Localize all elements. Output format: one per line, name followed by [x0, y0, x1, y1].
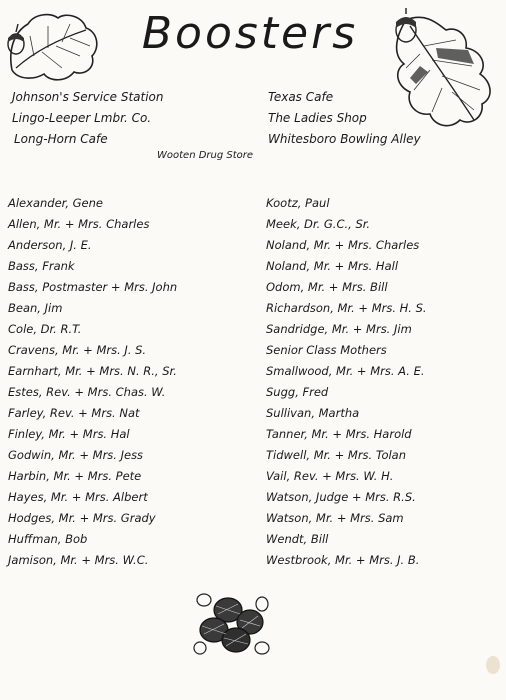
business-name: Texas Cafe	[268, 90, 334, 104]
list-item: Odom, Mr. + Mrs. Bill	[266, 280, 388, 294]
list-item: Allen, Mr. + Mrs. Charles	[8, 217, 150, 231]
list-item: Bass, Frank	[8, 259, 75, 273]
business-name: The Ladies Shop	[268, 111, 367, 125]
list-item: Sullivan, Martha	[266, 406, 360, 420]
list-item: Tidwell, Mr. + Mrs. Tolan	[266, 448, 407, 462]
list-item: Anderson, J. E.	[8, 238, 92, 252]
oak-leaf-left-icon	[4, 10, 104, 86]
list-item: Bean, Jim	[8, 301, 63, 315]
business-name: Lingo-Leeper Lmbr. Co.	[12, 111, 152, 125]
list-item: Meek, Dr. G.C., Sr.	[266, 217, 371, 231]
business-name: Long-Horn Cafe	[14, 132, 108, 146]
acorn-cluster-icon	[192, 590, 272, 658]
list-item: Vail, Rev. + Mrs. W. H.	[266, 469, 394, 483]
oak-leaf-right-icon	[376, 6, 500, 134]
list-item: Kootz, Paul	[266, 196, 330, 210]
list-item: Cole, Dr. R.T.	[8, 322, 82, 336]
list-item: Sugg, Fred	[266, 385, 329, 399]
list-item: Earnhart, Mr. + Mrs. N. R., Sr.	[8, 364, 177, 378]
business-name: Johnson's Service Station	[12, 90, 164, 104]
list-item: Noland, Mr. + Mrs. Charles	[266, 238, 420, 252]
list-item: Tanner, Mr. + Mrs. Harold	[266, 427, 412, 441]
list-item: Harbin, Mr. + Mrs. Pete	[8, 469, 142, 483]
list-item: Cravens, Mr. + Mrs. J. S.	[8, 343, 147, 357]
list-item: Hayes, Mr. + Mrs. Albert	[8, 490, 148, 504]
list-item: Richardson, Mr. + Mrs. H. S.	[266, 301, 427, 315]
list-item: Bass, Postmaster + Mrs. John	[8, 280, 178, 294]
list-item: Alexander, Gene	[8, 196, 103, 210]
list-item: Smallwood, Mr. + Mrs. A. E.	[266, 364, 425, 378]
list-item: Huffman, Bob	[8, 532, 88, 546]
list-item: Watson, Mr. + Mrs. Sam	[266, 511, 404, 525]
business-name: Whitesboro Bowling Alley	[268, 132, 421, 146]
page-title: Boosters	[141, 8, 359, 59]
list-item: Wendt, Bill	[266, 532, 329, 546]
list-item: Jamison, Mr. + Mrs. W.C.	[8, 553, 149, 567]
list-item: Noland, Mr. + Mrs. Hall	[266, 259, 399, 273]
list-item: Watson, Judge + Mrs. R.S.	[266, 490, 416, 504]
list-item: Senior Class Mothers	[266, 343, 387, 357]
list-item: Farley, Rev. + Mrs. Nat	[8, 406, 140, 420]
list-item: Sandridge, Mr. + Mrs. Jim	[266, 322, 412, 336]
list-item: Westbrook, Mr. + Mrs. J. B.	[266, 553, 420, 567]
paper-stain	[486, 656, 500, 674]
list-item: Finley, Mr. + Mrs. Hal	[8, 427, 130, 441]
list-item: Godwin, Mr. + Mrs. Jess	[8, 448, 144, 462]
business-name: Wooten Drug Store	[157, 150, 254, 161]
list-item: Estes, Rev. + Mrs. Chas. W.	[8, 385, 166, 399]
list-item: Hodges, Mr. + Mrs. Grady	[8, 511, 156, 525]
